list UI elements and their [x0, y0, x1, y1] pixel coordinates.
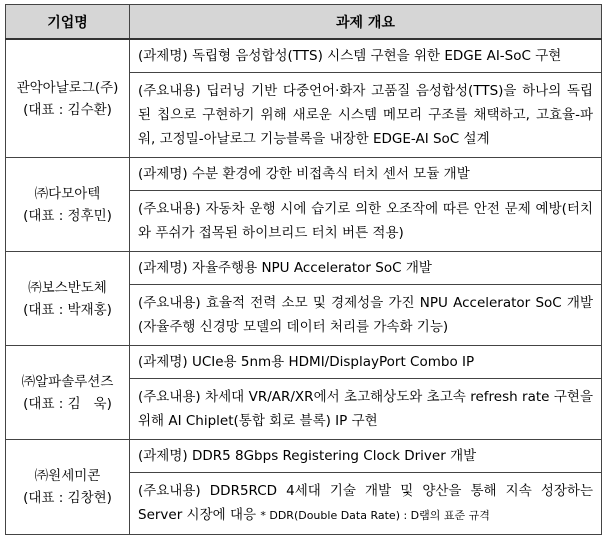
- table-row: [6, 252, 602, 285]
- company-name: ㈜원세미콘: [34, 468, 101, 484]
- task-title: (과제명) 자율주행용 NPU Accelerator SoC 개발: [130, 252, 602, 285]
- task-content: (주요내용) 차세대 VR/AR/XR에서 초고해상도와 초고속 refresh rate 구현을 위해 AI Chiplet(통합 회로 블록) IP 구현: [130, 379, 602, 440]
- company-ceo: (대표 : 정후민): [23, 207, 112, 224]
- task-content: [130, 473, 602, 535]
- task-content: (주요내용) 자동차 운행 시에 습기로 의한 오조작에 따른 안전 문제 예방(터치와 푸쉬가 접목된 하이브리드 터치 버튼 적용): [130, 191, 602, 252]
- task-title: (과제명) UCIe용 5nm용 HDMI/DisplayPort Combo IP: [130, 346, 602, 379]
- company-ceo: (대표 : 박재홍): [23, 301, 112, 318]
- task-title: (과제명) 수분 환경에 강한 비접촉식 터치 센서 모듈 개발: [130, 158, 602, 191]
- table-row: [6, 158, 602, 191]
- company-ceo: (대표 : 김창현): [23, 490, 112, 506]
- table-row: [6, 346, 602, 379]
- company-name: 관악아날로그(주): [16, 79, 119, 96]
- header-company: 기업명: [6, 5, 130, 40]
- table-header-row: [6, 5, 602, 40]
- company-cell: [6, 346, 130, 440]
- company-cell: [6, 440, 130, 535]
- company-cell: [6, 39, 130, 158]
- header-task: 과제 개요: [130, 5, 602, 40]
- task-title: (과제명) DDR5 8Gbps Registering Clock Driver 개발: [130, 440, 602, 473]
- task-title: (과제명) 독립형 음성합성(TTS) 시스템 구현을 위한 EDGE AI-SoC 구현: [130, 39, 602, 73]
- company-cell: [6, 252, 130, 346]
- table-row: [6, 39, 602, 73]
- company-name: ㈜보스반도체: [28, 279, 107, 296]
- footnote: * DDR(Double Data Rate) : D램의 표준 규격: [260, 509, 490, 522]
- task-content: (주요내용) 효율적 전력 소모 및 경제성을 가진 NPU Accelerator SoC 개발(자율주행 신경망 모델의 데이터 처리를 가속화 기능): [130, 285, 602, 346]
- task-content: (주요내용) 딥러닝 기반 다중언어·화자 고품질 음성합성(TTS)을 하나의 독립된 칩으로 구현하기 위해 새로운 시스템 메모리 구조를 채택하고, 고효율-파워, 고정밀-아날로그 기능블록을 내장한 EDGE-AI SoC 설계: [130, 73, 602, 158]
- project-table: [5, 4, 602, 535]
- company-name: ㈜다모아텍: [34, 185, 101, 202]
- company-ceo: (대표 : 김 욱): [23, 395, 112, 412]
- company-cell: [6, 158, 130, 252]
- company-name: ㈜알파솔루션즈: [21, 373, 114, 390]
- task-content-text: (주요내용) DDR5RCD 4세대 기술 개발 및 양산을 통해 지속 성장하는 Server 시장에 대응: [138, 483, 593, 523]
- table-row: [6, 440, 602, 473]
- company-ceo: (대표 : 김수환): [23, 101, 112, 118]
